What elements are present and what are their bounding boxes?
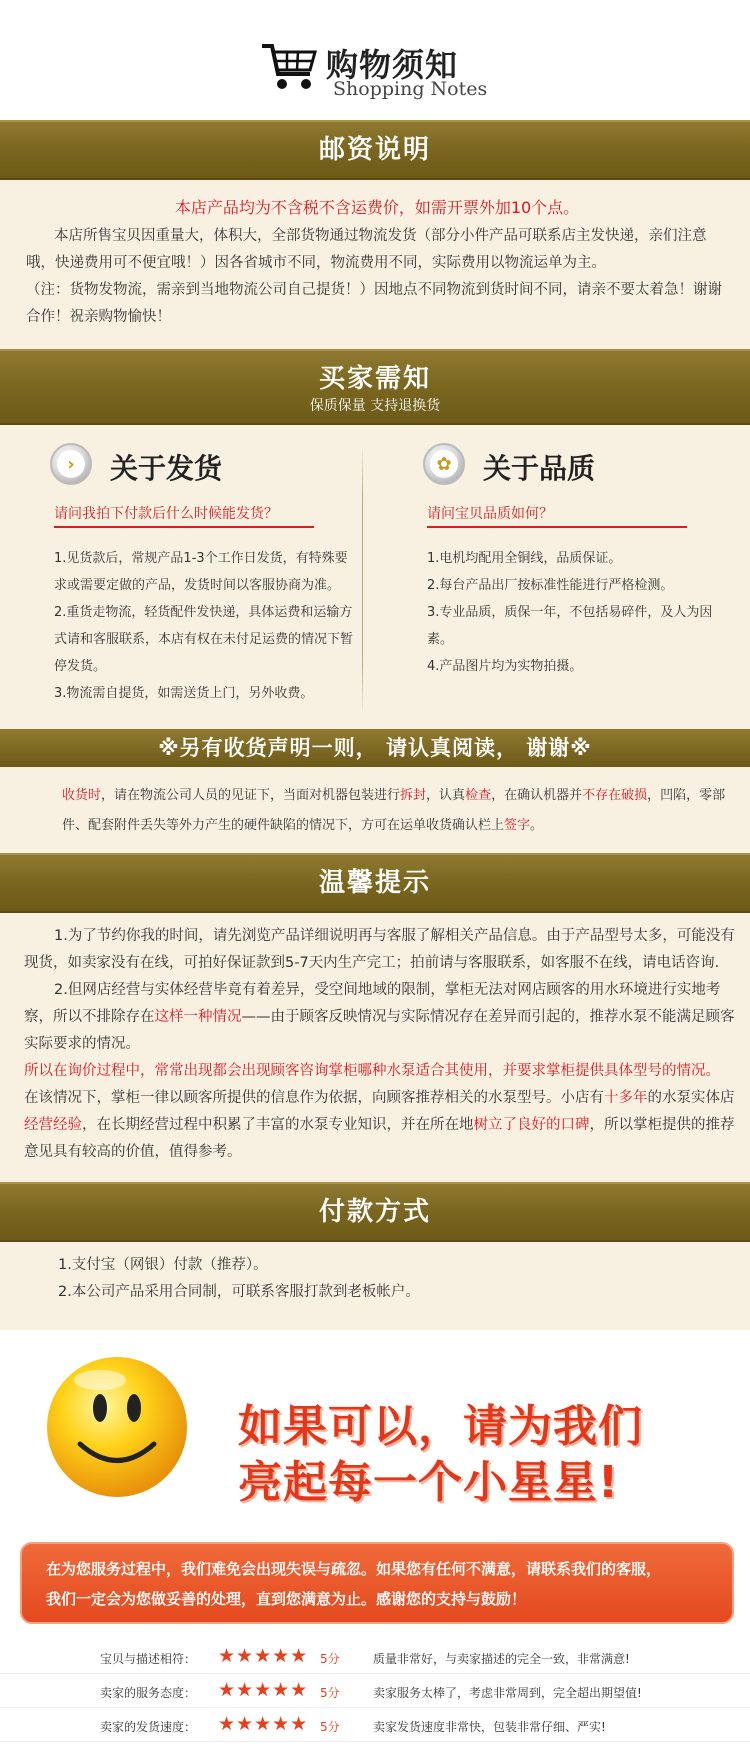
highlight-text: 树立了良好的口碑 bbox=[473, 1117, 590, 1133]
buyer-bar bbox=[0, 349, 750, 425]
list-item: 1.支付宝（网银）付款（推荐）。 bbox=[58, 1257, 268, 1273]
stars-headline-1: 如果可以，请为我们 bbox=[238, 1401, 643, 1452]
payment-title: 付款方式 bbox=[318, 1197, 431, 1227]
tips-bar bbox=[0, 853, 750, 913]
tips-title: 温馨提示 bbox=[318, 868, 431, 898]
rating-label: 卖家的服务态度： bbox=[100, 1686, 197, 1700]
tips-text: ，所以掌柜提供的推荐意见具有较高的价值，值得参考。 bbox=[24, 1117, 735, 1160]
list-item: 3.专业品质，质保一年，不包括易碎件，及人为因素。 bbox=[427, 605, 713, 647]
tips-para-2 bbox=[24, 977, 736, 1058]
notice-text: ，凹陷，零部件、配套附件丢失等外力产生的硬件缺陷的情况下，方可在运单收货确认栏上 bbox=[62, 788, 726, 833]
tips-text: 在该情况下，掌柜一律以顾客所提供的信息作为依据，向顾客推荐相关的水泵型号。小店有 bbox=[24, 1090, 604, 1106]
header-title: 购物须知 bbox=[326, 46, 459, 84]
tips-para-4 bbox=[24, 1085, 736, 1166]
chevron-right-icon: › bbox=[50, 443, 92, 485]
postage-section bbox=[0, 180, 750, 349]
star-rating-icon: ★★★★★ bbox=[218, 1713, 309, 1735]
list-item: 1.电机均配用全铜线，品质保证。 bbox=[427, 551, 622, 566]
ratings-table bbox=[0, 1640, 750, 1742]
rating-label: 卖家的发货速度： bbox=[100, 1720, 197, 1734]
highlight-text: 十多年 bbox=[604, 1090, 648, 1106]
list-item: 3.物流需自提货，如需送货上门，另外收费。 bbox=[54, 686, 314, 701]
service-line-2: 我们一定会为您做妥善的处理，直到您满意为止。感谢您的支持与鼓励！ bbox=[46, 1590, 527, 1608]
highlight-text: 收货时 bbox=[62, 788, 102, 803]
highlight-text: 经营经验 bbox=[24, 1117, 82, 1133]
rating-label: 宝贝与描述相符： bbox=[100, 1652, 197, 1666]
postage-bar bbox=[0, 120, 750, 180]
list-item: 4.产品图片均为实物拍摄。 bbox=[427, 659, 583, 674]
rating-row bbox=[0, 1674, 750, 1708]
payment-section bbox=[0, 1242, 750, 1330]
shipping-question: 请问我拍下付款后什么时候能发货？ bbox=[54, 503, 314, 528]
rating-score: 5分 bbox=[320, 1652, 340, 1666]
rating-row bbox=[0, 1708, 750, 1742]
tips-text: ，在长期经营过程中积累了丰富的水泵专业知识，并在所在地 bbox=[82, 1117, 474, 1133]
list-item: 2.重货走物流，轻货配件发快递，具体运费和运输方式请和客服联系，本店有权在未付足运费的情况下暂停发货。 bbox=[54, 605, 354, 674]
postage-para-2: （注：货物发物流，需亲到当地物流公司自己提货！）因地点不同物流到货时间不同，请亲不要太着急！谢谢合作！祝亲购物愉快！ bbox=[26, 282, 722, 325]
postage-para-1: 本店所售宝贝因重量大，体积大，全部货物通过物流发货（部分小件产品可联系店主发快递，亲们注意哦，快递费用可不便宜哦！）因各省城市不同，物流费用不同，实际费用以物流运单为主。 bbox=[26, 228, 707, 271]
postage-title: 邮资说明 bbox=[318, 135, 431, 165]
tips-section bbox=[0, 913, 750, 1182]
rating-desc: 卖家发货速度非常快，包装非常仔细、严实! bbox=[373, 1720, 606, 1734]
quality-question: 请问宝贝品质如何？ bbox=[427, 503, 687, 528]
receipt-notice bbox=[0, 767, 750, 853]
tips-para-3: 所以在询价过程中，常常出现都会出现顾客咨询掌柜哪种水泵适合其使用，并要求掌柜提供具体型号的情况。 bbox=[24, 1063, 720, 1079]
shipping-title: 关于发货 bbox=[110, 452, 223, 485]
list-item: 2.本公司产品采用合同制，可联系客服打款到老板帐户。 bbox=[58, 1284, 420, 1300]
star-rating-icon: ★★★★★ bbox=[218, 1679, 309, 1701]
list-item: 2.每台产品出厂按标准性能进行严格检测。 bbox=[427, 578, 674, 593]
highlight-text: 拆封 bbox=[400, 788, 427, 803]
quality-title: 关于品质 bbox=[483, 452, 596, 485]
flower-icon: ✿ bbox=[423, 443, 465, 485]
tips-text: ——由于顾客反映情况与实际情况存在差异而引起的，推荐水泵不能满足顾客实际要求的情况。 bbox=[24, 1009, 735, 1052]
rating-desc: 质量非常好，与卖家描述的完全一致，非常满意! bbox=[373, 1652, 630, 1666]
rating-row bbox=[0, 1640, 750, 1674]
shipping-list bbox=[54, 545, 359, 707]
highlight-text: 这样一种情况 bbox=[154, 1009, 242, 1025]
payment-bar bbox=[0, 1182, 750, 1242]
buyer-section bbox=[0, 425, 750, 729]
page-header bbox=[0, 0, 750, 120]
stars-headline-2: 亮起每一个小星星! bbox=[238, 1457, 620, 1508]
buyer-title: 买家需知 bbox=[318, 364, 431, 394]
header-subtitle: Shopping Notes bbox=[333, 78, 488, 100]
rating-score: 5分 bbox=[320, 1686, 340, 1700]
highlight-text: 检查 bbox=[465, 788, 492, 803]
tips-text: 2.但网店经营与实体经营毕竟有着差异，受空间地域的限制，掌柜无法对网店顾客的用水环境进行实地考察，所以不排除存在 bbox=[24, 982, 721, 1025]
tax-notice: 本店产品均为不含税不含运费价，如需开票外加10个点。 bbox=[174, 198, 580, 217]
rating-score: 5分 bbox=[320, 1720, 340, 1734]
smiley-face-icon bbox=[42, 1352, 192, 1502]
notice-text: 。 bbox=[530, 818, 544, 833]
tips-para-1: 1.为了节约你我的时间，请先浏览产品详细说明再与客服了解相关产品信息。由于产品型号太多，可能没有现货，如卖家没有在线，可拍好保证款到5-7天内生产完工；拍前请与客服联系，如客服不在线，请电话咨询. bbox=[24, 928, 735, 971]
service-line-1: 在为您服务过程中，我们难免会出现失误与疏忽。如果您有任何不满意，请联系我们的客服， bbox=[46, 1560, 662, 1578]
highlight-text: 不存在破损 bbox=[582, 788, 648, 803]
star-rating-icon: ★★★★★ bbox=[218, 1645, 309, 1667]
notice-text: ，请在物流公司人员的见证下，当面对机器包装进行 bbox=[101, 788, 401, 803]
tips-text: 的水泵实体店 bbox=[647, 1090, 735, 1106]
list-item: 1.见货款后，常规产品1-3个工作日发货，有特殊要求或需要定做的产品，发货时间以客服协商为准。 bbox=[54, 551, 348, 593]
quality-list bbox=[427, 545, 717, 680]
shopping-cart-icon bbox=[260, 40, 318, 92]
stars-banner bbox=[0, 1330, 750, 1510]
notice-text: ，在确认机器并 bbox=[491, 788, 583, 803]
service-message-box bbox=[20, 1542, 734, 1624]
notice-text: ，认真 bbox=[426, 788, 466, 803]
column-divider bbox=[362, 445, 363, 715]
rating-desc: 卖家服务太棒了，考虑非常周到，完全超出期望值! bbox=[373, 1686, 642, 1700]
buyer-subtitle: 保质保量 支持退换货 bbox=[309, 398, 441, 414]
receipt-notice-bar: ※另有收货声明一则， 请认真阅读， 谢谢※ bbox=[0, 729, 750, 767]
highlight-text: 签字 bbox=[504, 818, 531, 833]
